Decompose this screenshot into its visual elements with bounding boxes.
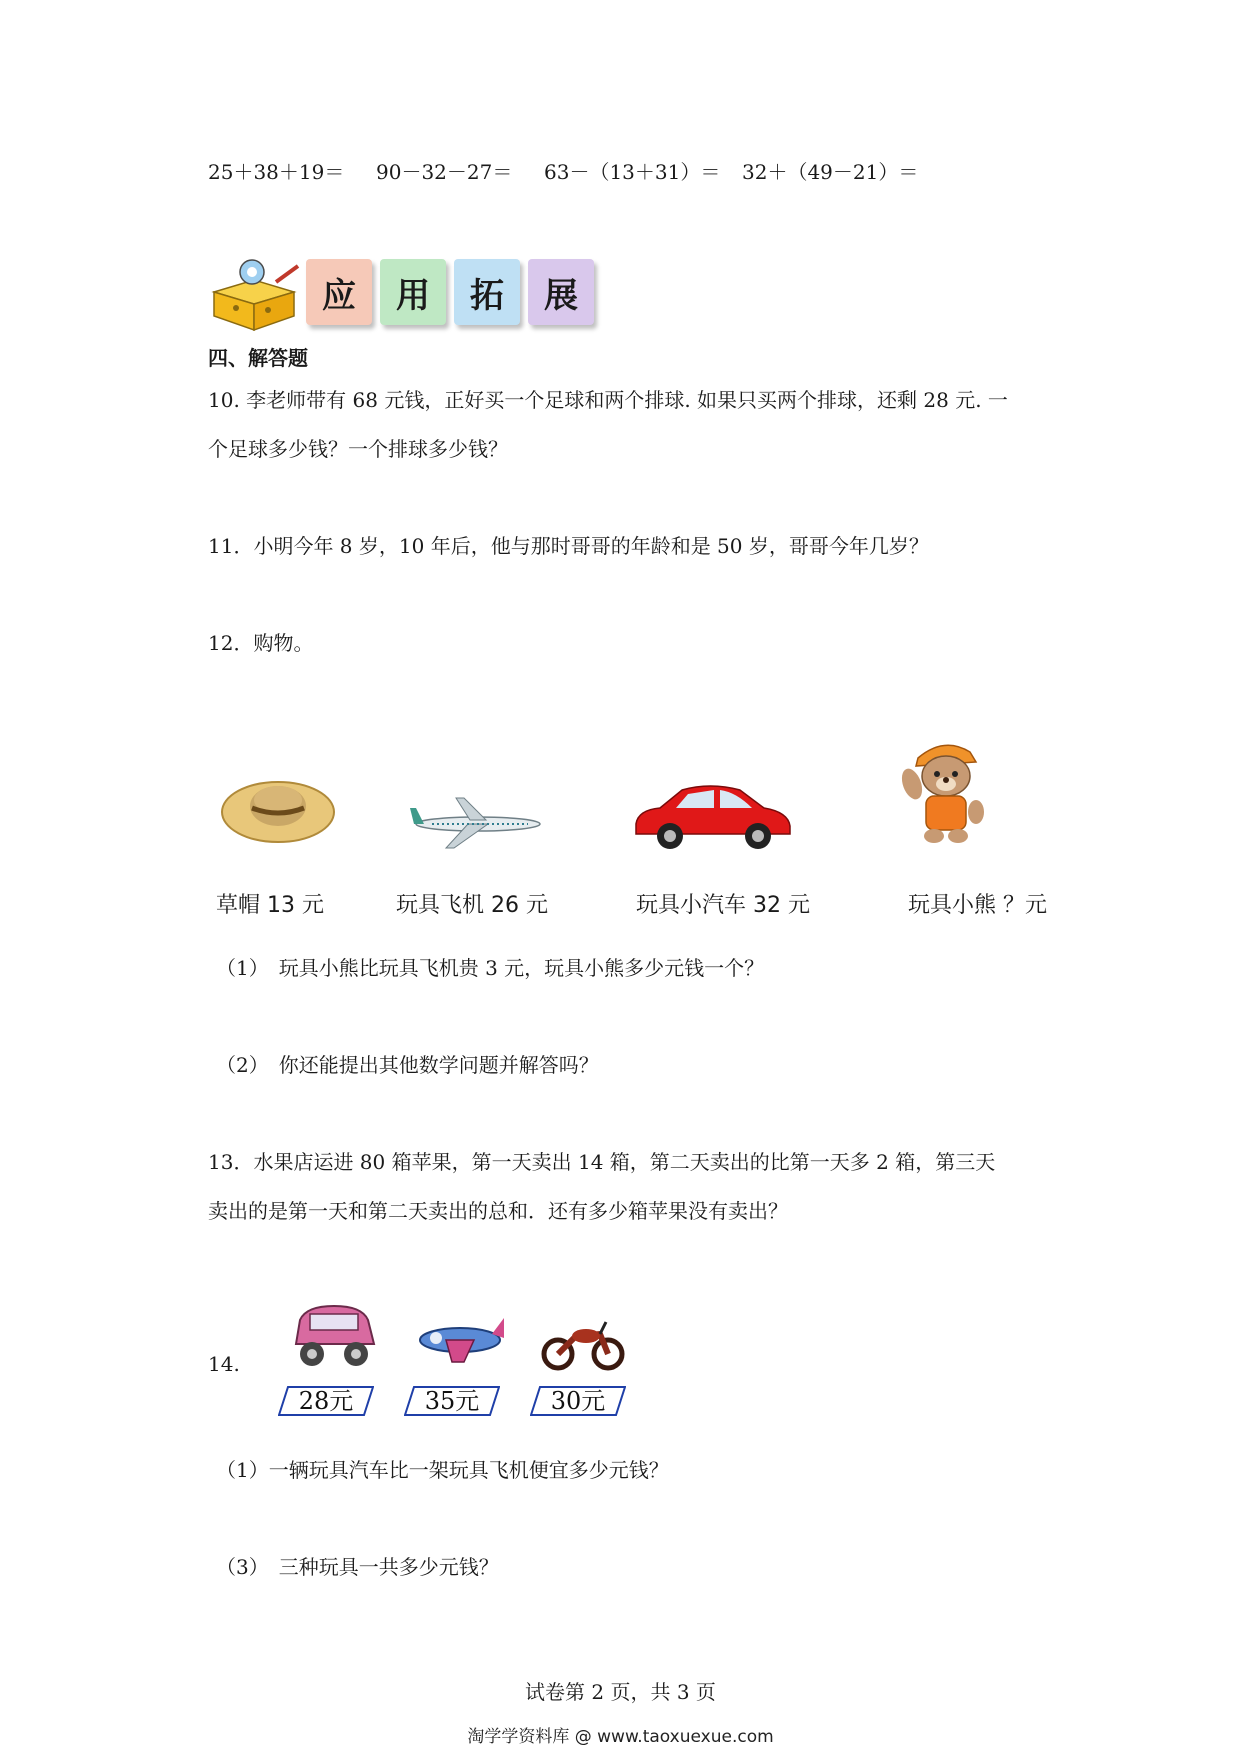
section-title: 四、解答题 (208, 346, 308, 370)
banner-tile-3: 拓 (454, 259, 520, 325)
price-tag-car (278, 1386, 374, 1416)
q10-line1: 10. 李老师带有 68 元钱，正好买一个足球和两个排球. 如果只买两个排球，还剩 28 元. 一 (208, 388, 1008, 412)
q12-title: 12．购物。 (208, 631, 314, 655)
equation-4: 32＋（49－21）＝ (742, 160, 919, 184)
box-mascot-icon (206, 252, 302, 332)
q13-line1: 13．水果店运进 80 箱苹果，第一天卖出 14 箱，第二天卖出的比第一天多 2 箱，第三天 (208, 1150, 996, 1174)
bear-icon (896, 736, 992, 848)
q14-number: 14. (208, 1352, 240, 1376)
car-icon (630, 780, 794, 852)
straw-hat-icon (218, 762, 338, 846)
watermark: 淘学学资料库 @ www.taoxuexue.com (467, 1727, 774, 1747)
q12-sub1: （1） 玩具小熊比玩具飞机贵 3 元，玩具小熊多少元钱一个？ (216, 956, 765, 980)
q14-sub3: （3） 三种玩具一共多少元钱？ (216, 1555, 499, 1579)
toy-plane-icon (416, 1314, 506, 1368)
q13-line2: 卖出的是第一天和第二天卖出的总和．还有多少箱苹果没有卖出？ (208, 1199, 788, 1223)
caption-bear: 玩具小熊 ？元 (908, 893, 1047, 918)
airplane-icon (408, 790, 544, 850)
caption-straw-hat: 草帽 13 元 (216, 893, 324, 918)
motorcycle-icon (540, 1316, 626, 1372)
caption-car: 玩具小汽车 32 元 (636, 893, 810, 918)
page-number: 试卷第 2 页，共 3 页 (525, 1680, 716, 1704)
caption-airplane: 玩具飞机 26 元 (396, 893, 548, 918)
price-tag-plane (404, 1386, 500, 1416)
q14-sub1: （1）一辆玩具汽车比一架玩具飞机便宜多少元钱？ (216, 1458, 669, 1482)
equation-2: 90－32－27＝ (376, 160, 513, 184)
equation-3: 63－（13＋31）＝ (544, 160, 721, 184)
banner-tile-1: 应 (306, 259, 372, 325)
banner-tile-2: 用 (380, 259, 446, 325)
price-car: 28元 (298, 1387, 354, 1415)
banner-tile-4: 展 (528, 259, 594, 325)
price-motorcycle: 30元 (550, 1387, 606, 1415)
q10-line2: 个足球多少钱？一个排球多少钱？ (208, 437, 508, 461)
q11-text: 11．小明今年 8 岁，10 年后，他与那时哥哥的年龄和是 50 岁，哥哥今年几岁？ (208, 534, 929, 558)
equation-1: 25＋38＋19＝ (208, 160, 345, 184)
toy-car-icon (286, 1300, 382, 1372)
price-plane: 35元 (424, 1387, 480, 1415)
price-tag-motorcycle (530, 1386, 626, 1416)
q12-sub2: （2） 你还能提出其他数学问题并解答吗？ (216, 1053, 599, 1077)
